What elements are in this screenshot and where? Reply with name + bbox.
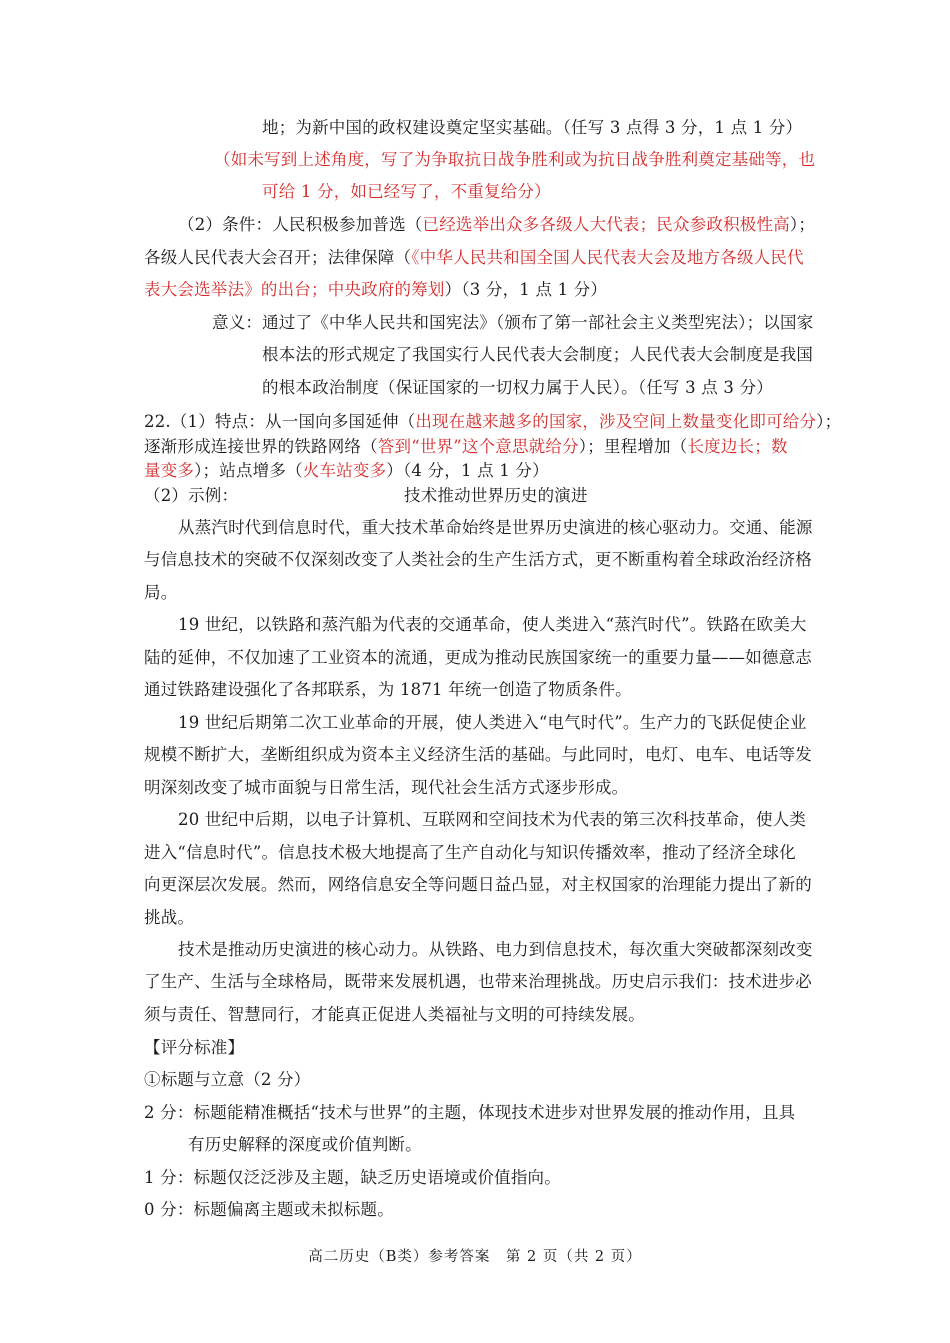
line-text: 须与责任、智慧同行，才能真正促进人类福祉与文明的可持续发展。 — [144, 1005, 645, 1024]
footer-text: 高二历史（B类）参考答案 第 2 页（共 2 页） — [308, 1249, 642, 1265]
line-text: （2）示例： — [144, 486, 239, 505]
line-text: ）；站点增多（ — [194, 461, 303, 480]
line-text: 挑战。 — [144, 908, 195, 927]
line-text: 有历史解释的深度或价值判断。 — [188, 1135, 422, 1154]
text-line — [144, 435, 788, 459]
essay-line — [144, 776, 628, 800]
grading-note: 《中华人民共和国全国人民代表大会及地方各级人民代 — [411, 248, 804, 267]
text-line — [144, 278, 607, 302]
essay-line — [144, 646, 812, 670]
line-text: ）； — [789, 215, 816, 234]
line-text: ）； — [816, 412, 842, 431]
essay-line — [144, 581, 177, 605]
grading-note: 长度边长；数 — [687, 437, 788, 456]
scoring-criteria-heading — [144, 1036, 244, 1060]
essay-line — [144, 906, 194, 930]
text-line — [144, 246, 804, 270]
line-text: 22.（1）特点：从一国向多国延伸（ — [144, 412, 416, 431]
page-footer — [0, 1245, 950, 1269]
line-text: 技术推动世界历史的演进 — [404, 486, 588, 505]
criteria-item — [144, 1068, 310, 1092]
example-label — [144, 484, 238, 508]
text-line — [178, 213, 815, 237]
criteria-item — [144, 1198, 394, 1222]
line-text: 通过铁路建设强化了各邦联系，为 1871 年统一创造了物质条件。 — [144, 680, 632, 699]
line-text: 1 分：标题仅泛泛涉及主题，缺乏历史语境或价值指向。 — [144, 1168, 561, 1187]
text-line — [262, 376, 773, 400]
essay-line — [178, 711, 807, 735]
essay-line — [178, 613, 807, 637]
text-line — [212, 311, 813, 335]
grading-note-line — [214, 148, 815, 172]
essay-line — [144, 678, 632, 702]
essay-line — [178, 516, 813, 540]
grading-note: 火车站变多 — [302, 461, 387, 480]
essay-line — [144, 1003, 645, 1027]
line-text: 各级人民代表大会召开；法律保障（ — [144, 248, 412, 267]
essay-line — [144, 970, 812, 994]
line-text: 地；为新中国的政权建设奠定坚实基础。（任写 3 点得 3 分，1 点 1 分） — [262, 118, 803, 137]
essay-line — [144, 548, 812, 572]
line-text: 的根本政治制度（保证国家的一切权力属于人民）。（任写 3 点 3 分） — [262, 378, 773, 397]
line-text: 明深刻改变了城市面貌与日常生活，现代社会生活方式逐步形成。 — [144, 778, 629, 797]
line-text: 了生产、生活与全球格局，既带来发展机遇，也带来治理挑战。历史启示我们：技术进步必 — [144, 972, 812, 991]
line-text: ）（4 分，1 点 1 分） — [386, 461, 549, 480]
line-text: ）；里程增加（ — [578, 437, 688, 456]
grading-note: 量变多 — [144, 461, 195, 480]
line-text: 技术是推动历史演进的核心动力。从铁路、电力到信息技术，每次重大突破都深刻改变 — [178, 940, 813, 959]
line-text: 进入“信息时代”。信息技术极大地提高了生产自动化与知识传播效率，推动了经济全球化 — [144, 843, 796, 862]
criteria-item — [144, 1101, 795, 1125]
grading-note: 答到“世界”这个意思就给分 — [377, 437, 579, 456]
criteria-item — [144, 1166, 561, 1190]
line-text: 20 世纪中后期，以电子计算机、互联网和空间技术为代表的第三次科技革命，使人类 — [178, 810, 807, 829]
essay-line — [144, 873, 812, 897]
grading-note-line — [262, 180, 551, 204]
line-text: ）（3 分，1 点 1 分） — [444, 280, 608, 299]
line-text: 可给 1 分，如已经写了，不重复给分） — [262, 182, 551, 201]
line-text: 【评分标准】 — [144, 1038, 245, 1057]
line-text: 19 世纪后期第二次工业革命的开展，使人类进入“电气时代”。生产力的飞跃促使企业 — [178, 713, 807, 732]
grading-note: 出现在越来越多的国家，涉及空间上数量变化即可给分 — [415, 412, 817, 431]
line-text: 根本法的形式规定了我国实行人民代表大会制度；人民代表大会制度是我国 — [262, 345, 814, 364]
line-text: 与信息技术的突破不仅深刻改变了人类社会的生产生活方式，更不断重构着全球政治经济格 — [144, 550, 812, 569]
line-text: 向更深层次发展。然而，网络信息安全等问题日益凸显，对主权国家的治理能力提出了新的 — [144, 875, 812, 894]
line-text: 陆的延伸，不仅加速了工业资本的流通，更成为推动民族国家统一的重要力量——如德意志 — [144, 648, 812, 667]
essay-line — [144, 841, 796, 865]
line-text: （2）条件：人民积极参加普选（ — [178, 215, 423, 234]
grading-note: 已经选举出众多各级人大代表；民众参政积极性高 — [422, 215, 790, 234]
grading-note: 表大会选举法》的出台；中央政府的筹划 — [144, 280, 445, 299]
line-text: 局。 — [144, 583, 178, 602]
criteria-item — [188, 1133, 422, 1157]
line-text: 从蒸汽时代到信息时代，重大技术革命始终是世界历史演进的核心驱动力。交通、能源 — [178, 518, 813, 537]
essay-line — [178, 938, 813, 962]
line-text: 2 分：标题能精准概括“技术与世界”的主题，体现技术进步对世界发展的推动作用，且具 — [144, 1103, 796, 1122]
line-text: 0 分：标题偏离主题或未拟标题。 — [144, 1200, 394, 1219]
text-line — [144, 459, 549, 483]
line-text: 逐渐形成连接世界的铁路网络（ — [144, 437, 378, 456]
question-22-line — [144, 410, 841, 434]
line-text: 规模不断扩大，垄断组织成为资本主义经济生活的基础。与此同时，电灯、电车、电话等发 — [144, 745, 812, 764]
essay-title — [404, 484, 588, 508]
line-text: 意义：通过了《中华人民共和国宪法》（颁布了第一部社会主义类型宪法）；以国家 — [212, 313, 814, 332]
line-text: ①标题与立意（2 分） — [144, 1070, 311, 1089]
essay-line — [144, 743, 812, 767]
line-text: （如未写到上述角度，写了为争取抗日战争胜利或为抗日战争胜利奠定基础等，也 — [214, 150, 816, 169]
text-line — [262, 343, 813, 367]
text-line — [262, 116, 802, 140]
essay-line — [178, 808, 806, 832]
line-text: 19 世纪，以铁路和蒸汽船为代表的交通革命，使人类进入“蒸汽时代”。铁路在欧美大 — [178, 615, 807, 634]
